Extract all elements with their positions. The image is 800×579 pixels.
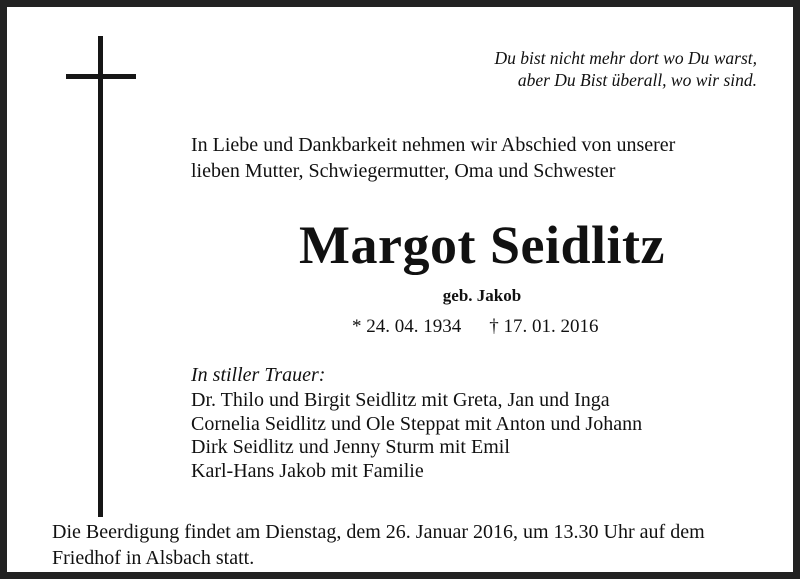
mourners-heading: In stiller Trauer: [191, 364, 326, 386]
intro-line: In Liebe und Dankbarkeit nehmen wir Abschied von unserer [191, 134, 676, 156]
motto-quote [494, 47, 757, 91]
motto-line: Du bist nicht mehr dort wo Du warst, [494, 48, 757, 68]
cross-icon-bar [66, 74, 136, 79]
funeral-line: Die Beerdigung findet am Dienstag, dem 26. Januar 2016, um 13.30 Uhr auf dem [52, 521, 705, 543]
mourner-line: Dirk Seidlitz und Jenny Sturm mit Emil [191, 436, 510, 458]
life-dates [352, 315, 599, 339]
mourner-line: Cornelia Seidlitz und Ole Steppat mit Anton und Johann [191, 412, 643, 435]
deceased-name: Margot Seidlitz [299, 215, 665, 275]
birth-date: * 24. 04. 1934 [352, 316, 462, 337]
mourners-list [191, 389, 642, 483]
funeral-line: Friedhof in Alsbach statt. [52, 547, 255, 569]
birth-name: geb. Jakob [442, 286, 522, 305]
intro-text [191, 132, 675, 184]
funeral-info [52, 519, 782, 571]
death-date: † 17. 01. 2016 [489, 316, 599, 337]
motto-line: aber Du Bist überall, wo wir sind. [517, 70, 757, 90]
cross-icon [98, 36, 103, 517]
intro-line: lieben Mutter, Schwiegermutter, Oma und Schwester [191, 160, 616, 182]
mourner-line: Dr. Thilo und Birgit Seidlitz mit Greta, Jan und Inga [191, 389, 610, 411]
mourner-line: Karl-Hans Jakob mit Familie [191, 459, 424, 482]
